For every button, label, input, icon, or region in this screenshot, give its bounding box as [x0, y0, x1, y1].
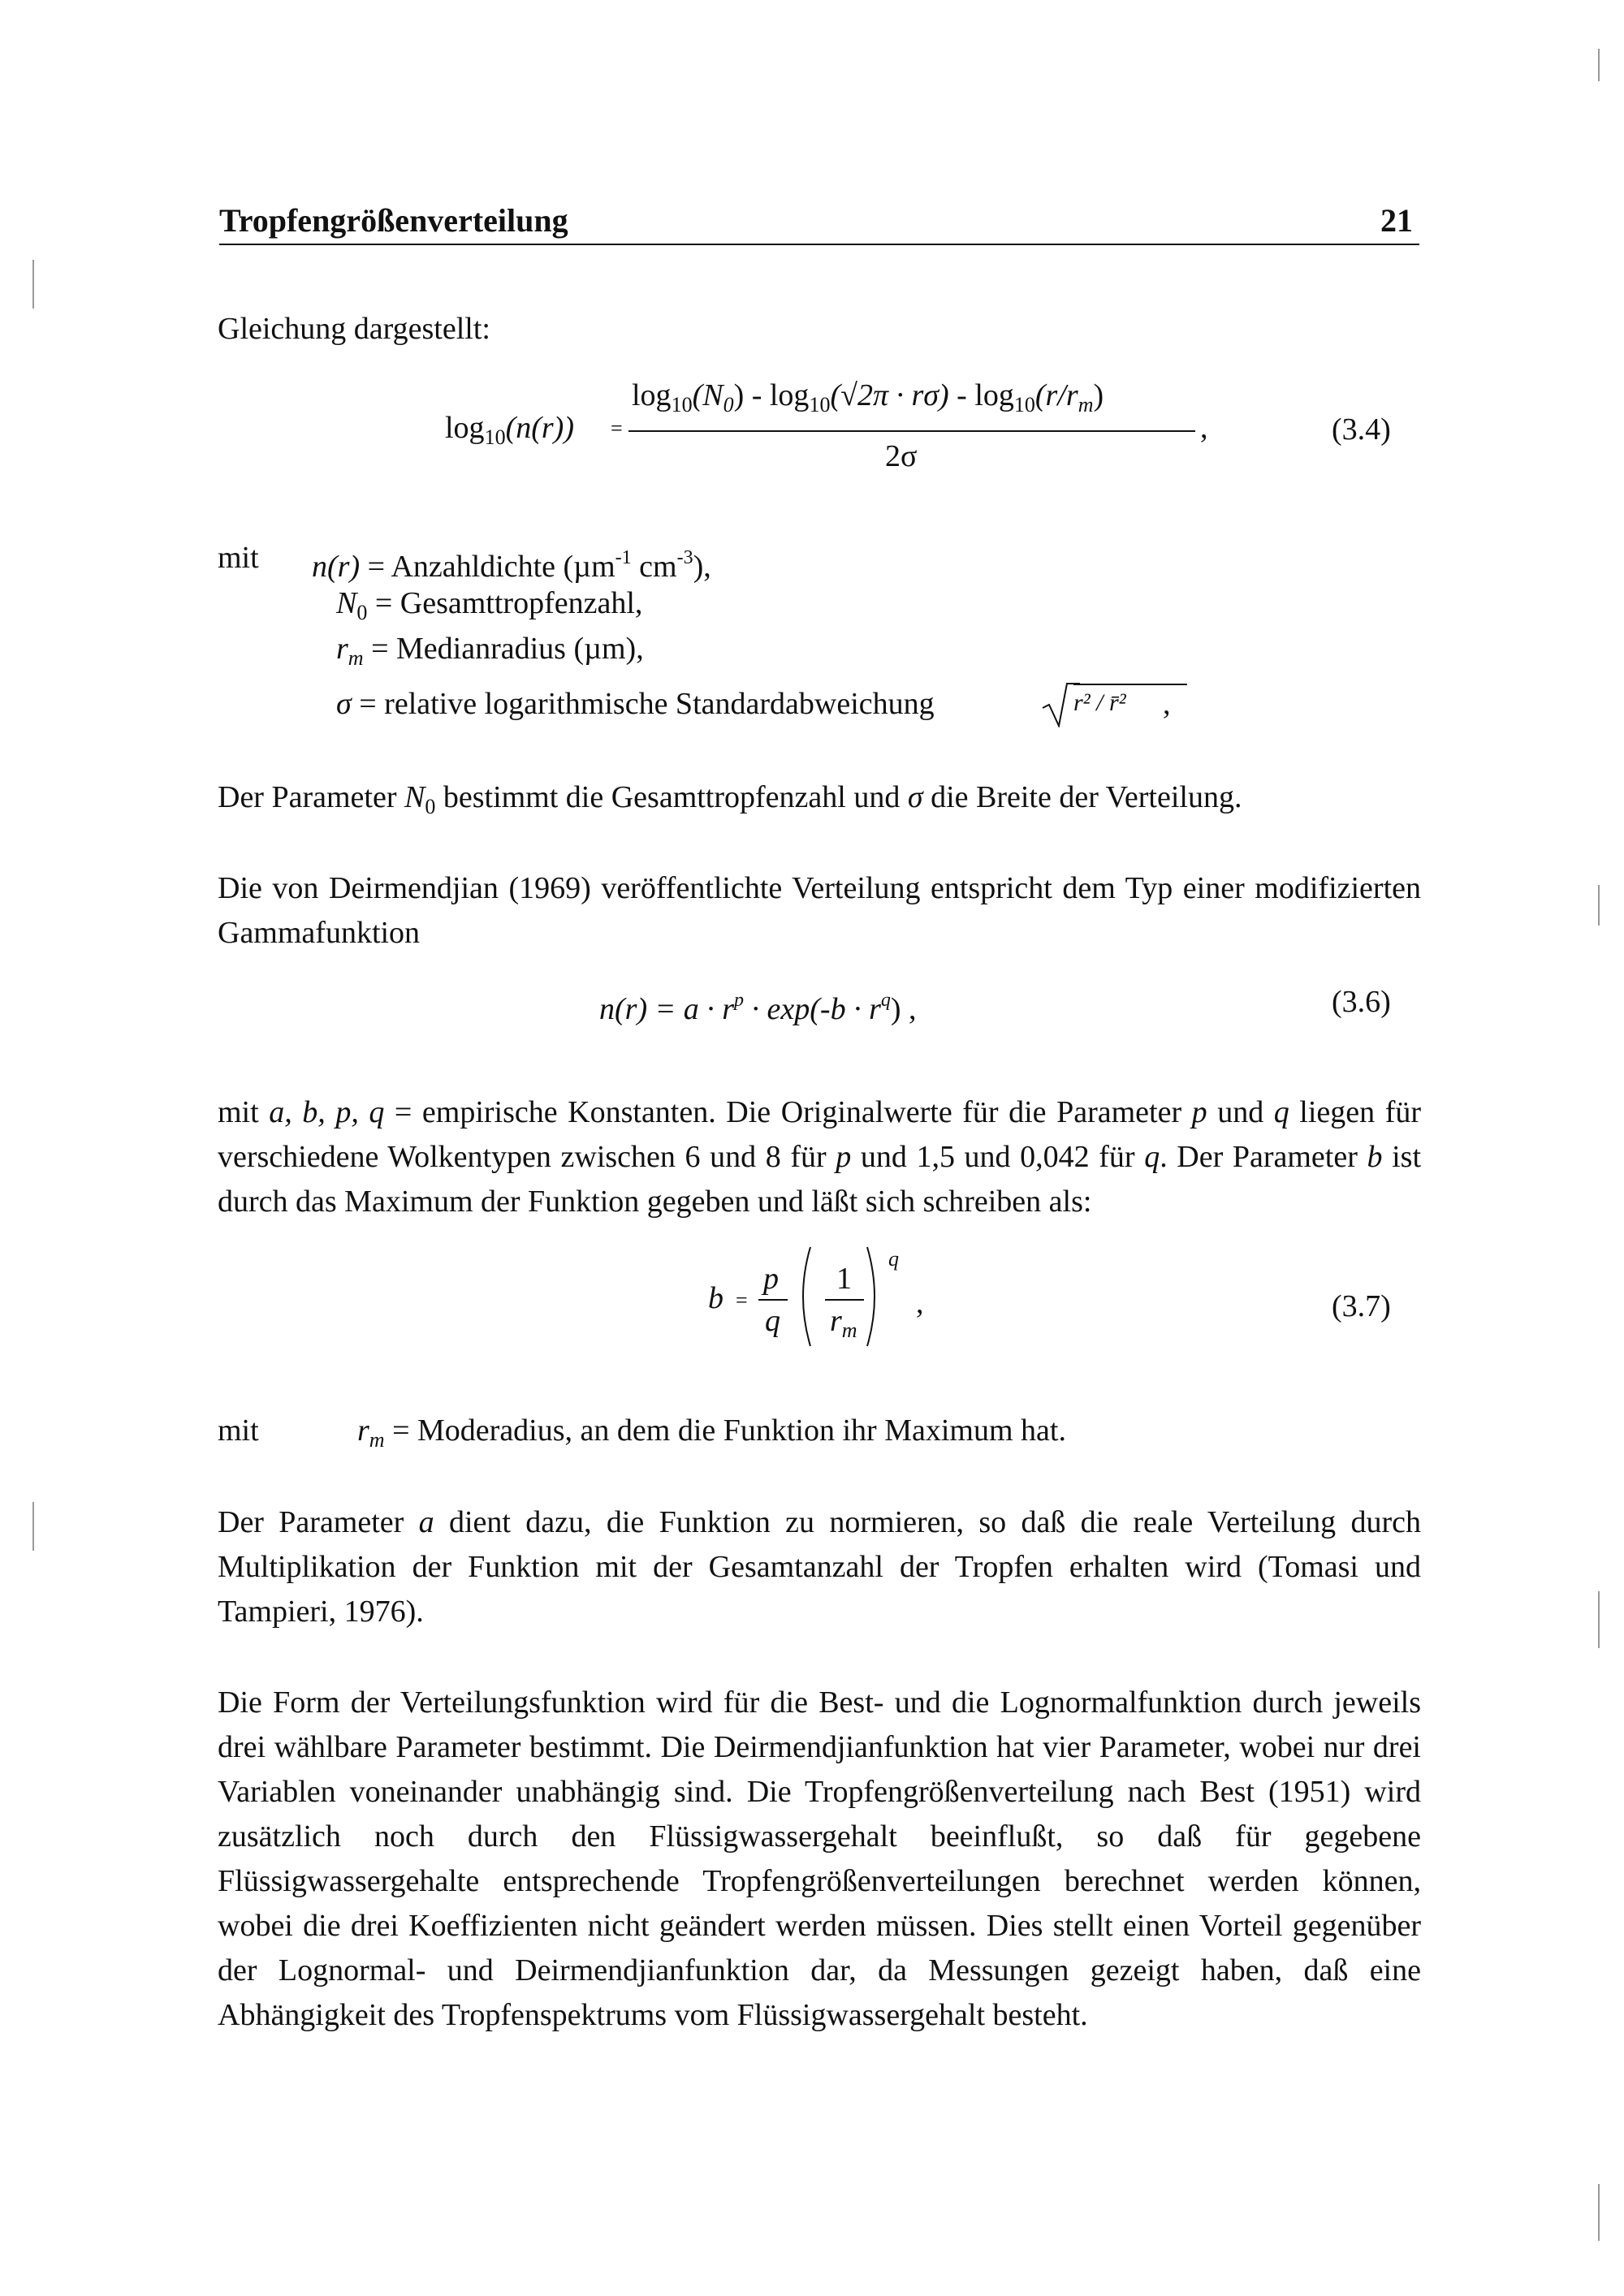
- scan-edge-mark: [1598, 1591, 1600, 1648]
- eq34-numerator: $\log_{10}(N_0) - \log_{10}(√2\pi \cdot r\sigma) - \log_{10}(r/r_m)$: [632, 378, 1104, 416]
- scan-edge-mark: [1598, 49, 1600, 81]
- paragraph-comparison: Die Form der Verteilungsfunktion wird für die Best- und die Lognormalfunktion durch jeweils drei wählbare Parameter bestimmt. Die Deirmendjianfunktion hat vier Parameter, wobei nur drei Variablen voneinander unabhängig sind. Die Tropfengrößenverteilung nach Best (1951) wird zusätzlich noch durch den Flüssigwassergehalt beeinflußt, so daß für gegebene Flüssigwassergehalte entsprechende Tropfengrößenverteilungen berechnet werden können, wobei die drei Koeffizienten nicht geändert werden müssen. Dies stellt einen Vorteil gegenüber der Lognormal- und Deirmendjianfunktion dar, da Messungen gezeigt haben, daß eine Abhängigkeit des Tropfenspektrums vom Flüssigwassergehalt besteht.: [218, 1685, 1421, 2032]
- scan-edge-mark: [1598, 885, 1600, 926]
- equation-number-3-7: (3.7): [1332, 1289, 1391, 1323]
- eq34-lhs: $\log_{10}(n(r))$: [445, 411, 574, 449]
- eq34-equals: =: [611, 416, 623, 440]
- defs-mit: mit: [218, 541, 259, 575]
- paragraph-n0-sigma: Der Parameter $N_0$ bestimmt die Gesamttropfenzahl und σ die Breite der Verteilung.: [218, 780, 1242, 818]
- page-number: 21: [1380, 202, 1413, 239]
- equation-3-6: $n(r) = a \cdot r^p \cdot \exp(-b \cdot r^q)$ ,: [599, 990, 917, 1026]
- eq37-equals: =: [736, 1288, 748, 1312]
- sqrt-comma: ,: [1163, 687, 1171, 721]
- eq37-comma: ,: [916, 1286, 924, 1320]
- paragraph-constants: mit a, b, p, q = empirische Konstanten. Die Originalwerte für die Parameter p und q liegen für verschiedene Wolkentypen zwischen 6 und 8 für p und 1,5 und 0,042 für q. Der Parameter b ist durch das Maximum der Funktion gegeben und läßt sich schreiben als:: [218, 1095, 1422, 1219]
- equation-number-3-4: (3.4): [1332, 412, 1391, 447]
- def-sigma: σ = relative logarithmische Standardabweichung: [336, 687, 935, 721]
- eq37-exponent: q: [888, 1247, 899, 1271]
- scan-edge-mark: [32, 260, 34, 309]
- def-rm: $r_m$ = Medianradius (µm),: [336, 632, 644, 670]
- scan-edge-mark: [1598, 2184, 1600, 2241]
- intro-line: Gleichung dargestellt:: [218, 312, 490, 346]
- def37-mit: mit: [218, 1413, 259, 1448]
- def-moderadius: $r_m$ = Moderadius, an dem die Funktion ihr Maximum hat.: [357, 1413, 1066, 1452]
- eq34-denominator: 2σ: [885, 439, 918, 473]
- eq37-rm: $r_m$: [830, 1304, 857, 1342]
- eq37-lhs: b: [708, 1281, 723, 1315]
- eq37-q: q: [765, 1304, 780, 1338]
- paragraph-normalization: Der Parameter a dient dazu, die Funktion zu normieren, so daß die reale Verteilung durch Multiplikation der Funktion mit der Gesamtanzahl der Tropfen erhalten wird (Tomasi und Tampieri, 1976).: [218, 1505, 1421, 1629]
- eq37-p: p: [763, 1262, 779, 1296]
- equation-number-3-6: (3.6): [1332, 985, 1391, 1019]
- def-n0: $N_0$ = Gesamttropfenzahl,: [336, 586, 643, 624]
- running-header-title: Tropfengrößenverteilung: [219, 202, 568, 239]
- paragraph-deirmendjian: Die von Deirmendjian (1969) veröffentlichte Verteilung entspricht dem Typ einer modifizierten Gammafunktion: [218, 871, 1421, 950]
- sqrt-content: r² / r̄²: [1073, 684, 1187, 721]
- scan-edge-mark: [32, 1502, 34, 1551]
- eq34-comma: ,: [1200, 411, 1208, 445]
- eq37-one: 1: [836, 1262, 852, 1296]
- eq34-fraction-line: [628, 430, 1195, 432]
- def-n-of-r: n(r) = Anzahldichte (µm$^{-1}$ $cm^{-3}$),: [312, 547, 711, 584]
- header-rule: [219, 244, 1419, 245]
